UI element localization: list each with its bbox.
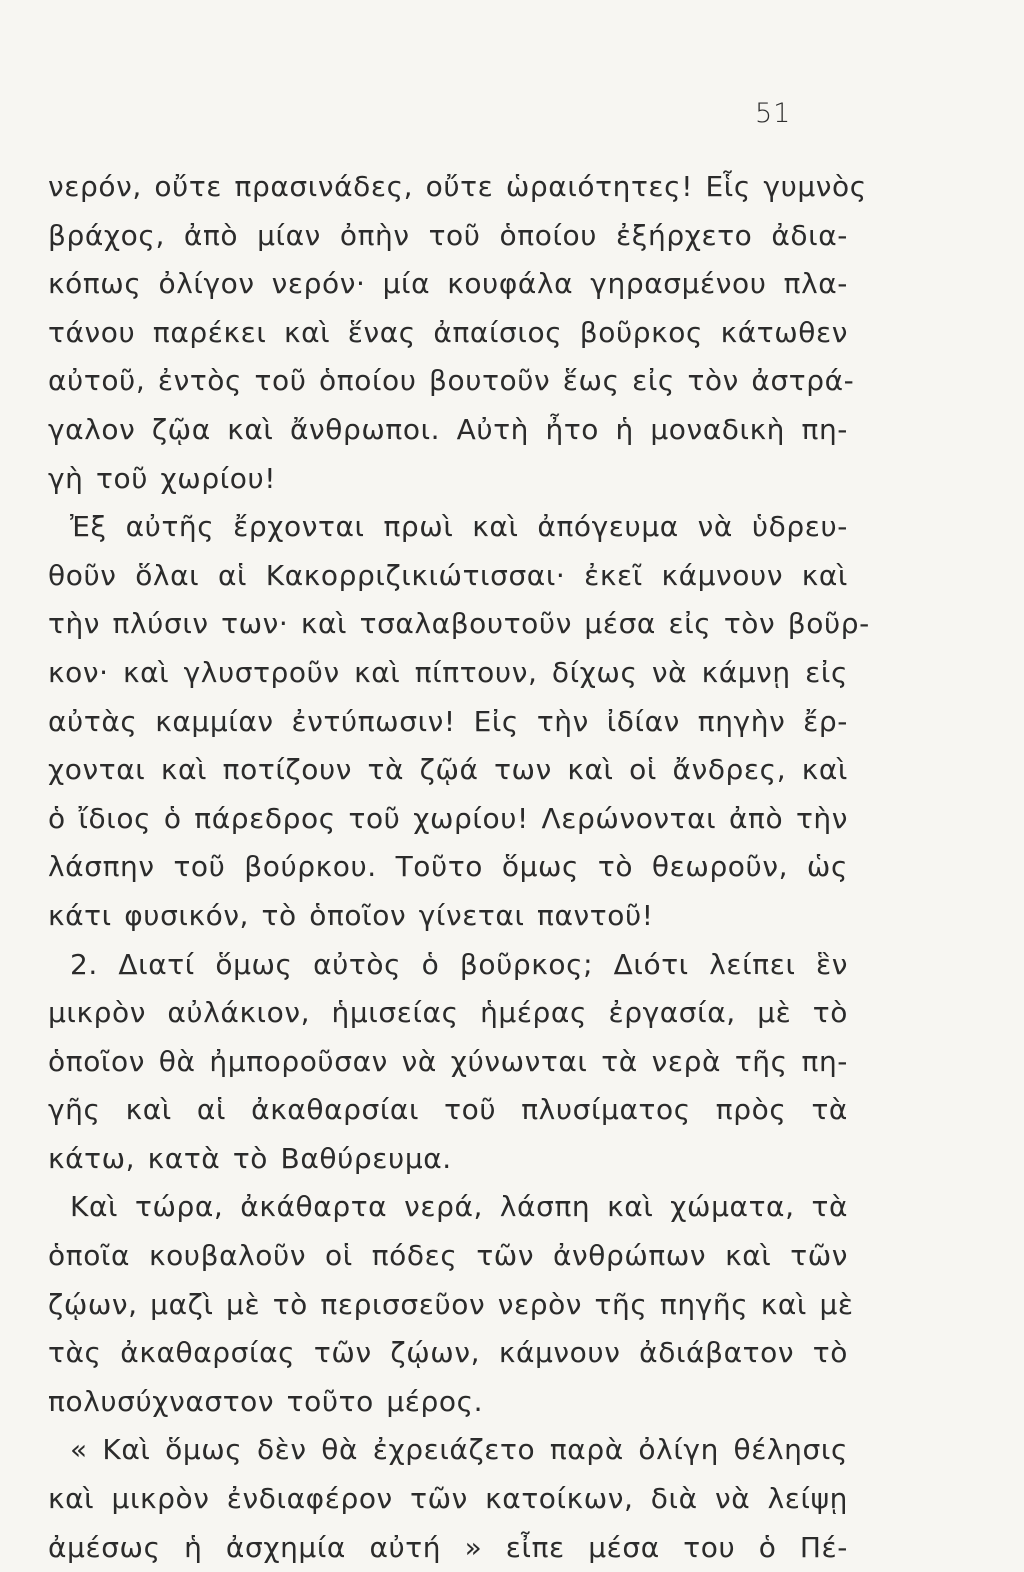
text-line: καὶ μικρὸν ἐνδιαφέρον τῶν κατοίκων, διὰ νὰ λείψῃ	[48, 1482, 848, 1516]
text-line: ὁποῖον θὰ ἠμποροῦσαν νὰ χύνωνται τὰ νερὰ τῆς πη-	[48, 1044, 848, 1078]
text-line: ζῴων, μαζὶ μὲ τὸ περισσεῦον νερὸν τῆς πηγῆς καὶ μὲ	[48, 1287, 854, 1321]
text-line: κάτι φυσικόν, τὸ ὁποῖον γίνεται παντοῦ!	[48, 898, 654, 932]
text-line: κον· καὶ γλυστροῦν καὶ πίπτουν, δίχως νὰ κάμνῃ εἰς	[48, 655, 848, 689]
text-line: αὐτὰς καμμίαν ἐντύπωσιν! Εἰς τὴν ἰδίαν πηγὴν ἔρ-	[48, 704, 848, 738]
text-line: « Καὶ ὅμως δὲν θὰ ἐχρειάζετο παρὰ ὀλίγη θέλησις	[70, 1433, 848, 1467]
text-line: νερόν, οὔτε πρασινάδες, οὔτε ὡραιότητες! Εἷς γυμνὸς	[48, 170, 867, 203]
text-line: χονται καὶ ποτίζουν τὰ ζῷά των καὶ οἱ ἄνδρες, καὶ	[48, 753, 848, 787]
text-line: γὴ τοῦ χωρίου!	[48, 461, 277, 495]
text-line: λάσπην τοῦ βούρκου. Τοῦτο ὅμως τὸ θεωροῦν, ὡς	[48, 850, 848, 884]
text-line: τὴν πλύσιν των· καὶ τσαλαβουτοῦν μέσα εἰς τὸν βοῦρ-	[48, 607, 870, 641]
text-line: Ἐξ αὐτῆς ἔρχονται πρωὶ καὶ ἀπόγευμα νὰ ὑδρευ-	[70, 510, 848, 544]
text-line: ὁποῖα κουβαλοῦν οἱ πόδες τῶν ἀνθρώπων καὶ τῶν	[48, 1239, 848, 1273]
text-line: κάτω, κατὰ τὸ Βαθύρευμα.	[48, 1141, 452, 1175]
body-text	[48, 163, 870, 1572]
text-line: Καὶ τώρα, ἀκάθαρτα νερά, λάσπη καὶ χώματα, τὰ	[70, 1190, 848, 1224]
text-line: ἀμέσως ἡ ἀσχημία αὐτή » εἶπε μέσα του ὁ Πέ-	[48, 1530, 848, 1564]
text-line: τὰς ἀκαθαρσίας τῶν ζῴων, κάμνουν ἀδιάβατον τὸ	[48, 1336, 848, 1370]
text-line: ὁ ἴδιος ὁ πάρεδρος τοῦ χωρίου! Λερώνονται ἀπὸ τὴν	[48, 801, 848, 835]
text-line: 2. Διατί ὅμως αὐτὸς ὁ βοῦρκος; Διότι λείπει ἓν	[70, 947, 848, 981]
text-line: αὐτοῦ, ἐντὸς τοῦ ὁποίου βουτοῦν ἕως εἰς τὸν ἀστρά-	[48, 364, 855, 398]
text-line: γαλον ζῷα καὶ ἄνθρωποι. Αὐτὴ ἦτο ἡ μοναδικὴ πη-	[48, 412, 848, 446]
text-line: πολυσύχναστον τοῦτο μέρος.	[48, 1384, 484, 1418]
text-line: μικρὸν αὐλάκιον, ἡμισείας ἡμέρας ἐργασία, μὲ τὸ	[48, 996, 848, 1030]
text-line: τάνου παρέκει καὶ ἕνας ἀπαίσιος βοῦρκος κάτωθεν	[48, 315, 848, 349]
text-line: γῆς καὶ αἱ ἀκαθαρσίαι τοῦ πλυσίματος πρὸς τὰ	[48, 1093, 848, 1127]
page-number: 51	[755, 98, 792, 129]
text-line: κόπως ὀλίγον νερόν· μία κουφάλα γηρασμένου πλα-	[48, 267, 848, 301]
text-line: βράχος, ἀπὸ μίαν ὀπὴν τοῦ ὁποίου ἐξήρχετο ἀδια-	[48, 218, 848, 252]
text-line: θοῦν ὅλαι αἱ Κακορριζικιώτισσαι· ἐκεῖ κάμνουν καὶ	[48, 558, 848, 592]
